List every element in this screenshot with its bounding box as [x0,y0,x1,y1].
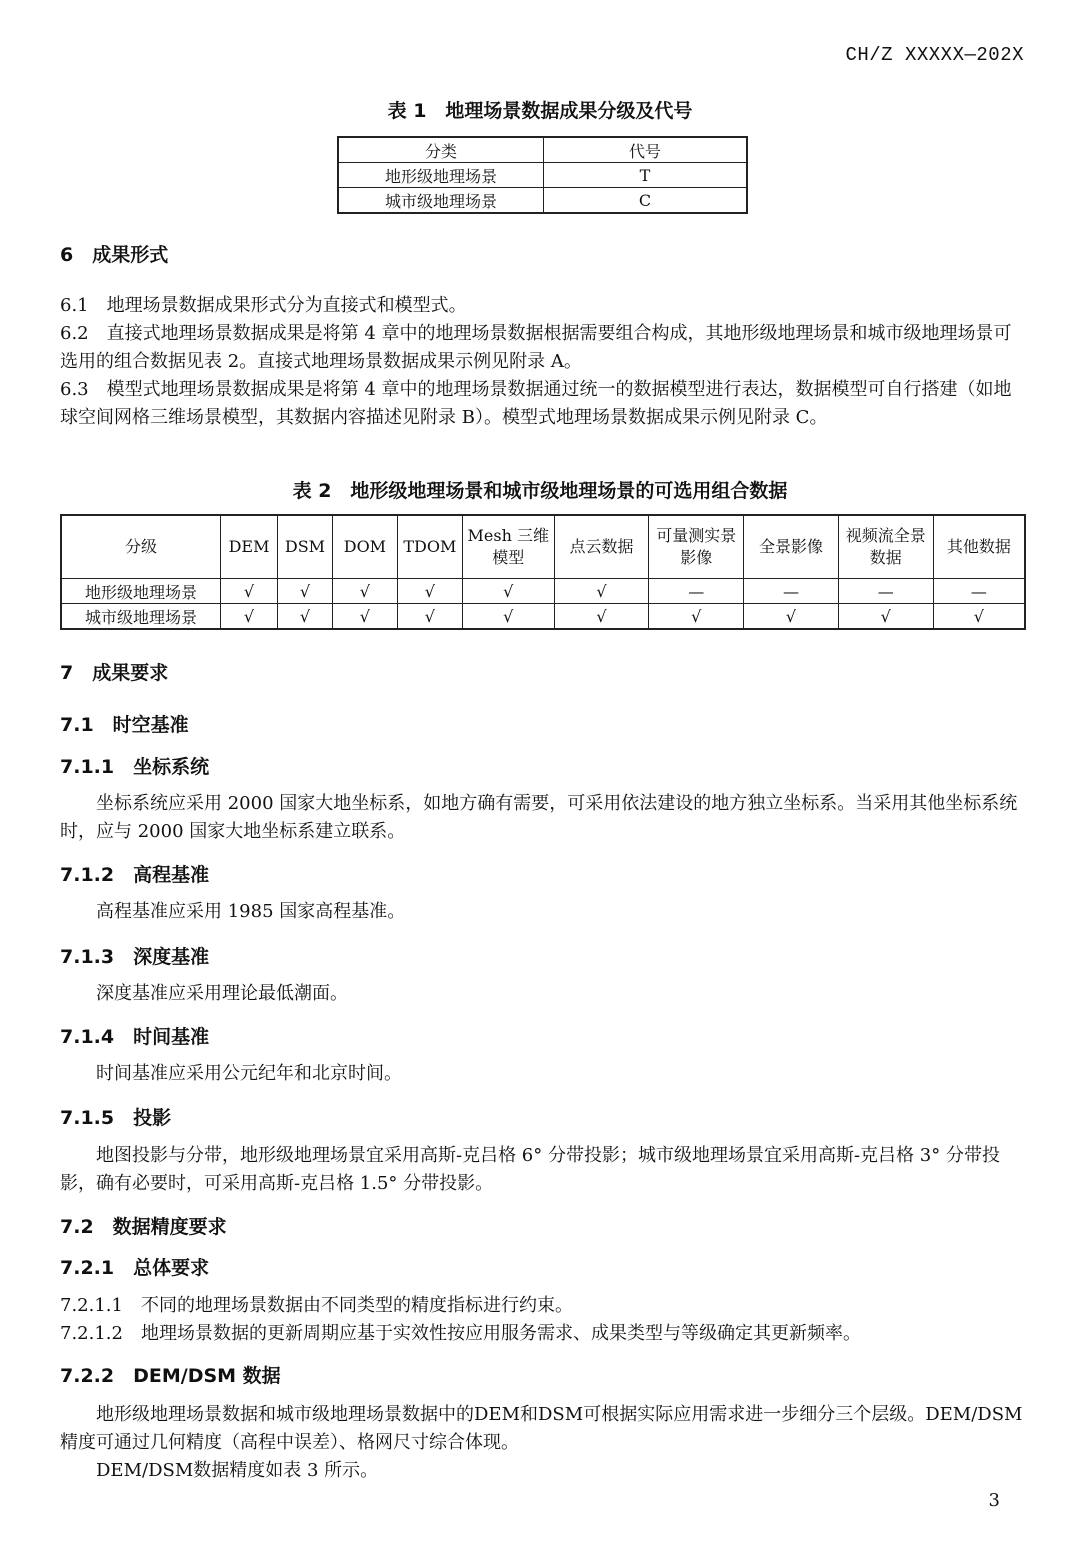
heading-7-1-5: 7.1.5 投影 [60,1107,172,1129]
table1-caption: 表 1 地理场景数据成果分级及代号 [387,100,693,122]
paragraph-7-2-2-table-ref: DEM/DSM数据精度如表 3 所示。 [96,1460,379,1481]
table-cell: √ [332,604,397,630]
paragraph-7-1-5: 地图投影与分带，地形级地理场景宜采用高斯-克吕格 6° 分带投影；城市级地理场景宜采用高斯-克吕格 3° 分带投影，确有必要时，可采用高斯-克吕格 1.5° 分带投影。 [60,1145,1000,1194]
table-row [61,604,1025,630]
paragraph-7-1-1: 坐标系统应采用 2000 国家大地坐标系，如地方确有需要，可采用依法建设的地方独立坐标系。当采用其他坐标系统时，应与 2000 国家大地坐标系建立联系。 [60,793,1018,842]
table-cell: √ [744,604,839,630]
table-cell: — [649,579,744,604]
table2 [60,514,1026,630]
table-cell: √ [462,579,554,604]
table-cell: — [744,579,839,604]
table-row [338,188,747,214]
paragraph-7-2-1-1: 7.2.1.1 不同的地理场景数据由不同类型的精度指标进行约束。 [60,1295,573,1316]
table-header-cell: 其他数据 [933,515,1025,579]
table-cell: √ [933,604,1025,630]
table-cell: √ [554,604,649,630]
table2-caption: 表 2 地形级地理场景和城市级地理场景的可选用组合数据 [292,480,788,502]
table-cell: √ [221,579,278,604]
section6-heading: 6 成果形式 [60,244,169,266]
heading-7-1-2: 7.1.2 高程基准 [60,864,210,886]
table2-header-row [61,515,1025,579]
table-header-cell: DOM [332,515,397,579]
paragraph-7-2-2: 地形级地理场景数据和城市级地理场景数据中的DEM和DSM可根据实际应用需求进一步细分三个层级。DEM/DSM精度可通过几何精度（高程中误差）、格网尺寸综合体现。 [60,1404,1023,1453]
heading-7-2-1: 7.2.1 总体要求 [60,1257,210,1279]
table-cell: — [838,579,933,604]
table-cell: — [933,579,1025,604]
heading-7-1-4: 7.1.4 时间基准 [60,1026,210,1048]
table-cell: √ [332,579,397,604]
table1 [337,136,748,214]
table1-header-row [338,137,747,163]
table-header-cell: 视频流全景数据 [838,515,933,579]
heading-7-1-3: 7.1.3 深度基准 [60,946,210,968]
table-cell: √ [649,604,744,630]
table-cell: √ [277,579,332,604]
table-cell: C [544,188,748,214]
table-cell: 地形级地理场景 [338,163,544,188]
table-header-cell: TDOM [397,515,462,579]
table-cell: 城市级地理场景 [338,188,544,214]
table-cell: √ [277,604,332,630]
table-cell: √ [554,579,649,604]
table-cell: √ [397,604,462,630]
heading-7-1-1: 7.1.1 坐标系统 [60,756,210,778]
table-cell: 城市级地理场景 [61,604,221,630]
table-header-cell: DEM [221,515,278,579]
table-header-cell: Mesh 三维模型 [462,515,554,579]
paragraph-6-3: 6.3 模型式地理场景数据成果是将第 4 章中的地理场景数据通过统一的数据模型进行表达，数据模型可自行搭建（如地球空间网格三维场景模型，其数据内容描述见附录 B）。模型式地理场景数据成果示例见附录 C。 [60,379,1012,428]
table-cell: √ [462,604,554,630]
table-header-cell: 分级 [61,515,221,579]
table-header-cell: 全景影像 [744,515,839,579]
paragraph-6-2: 6.2 直接式地理场景数据成果是将第 4 章中的地理场景数据根据需要组合构成，其地形级地理场景和城市级地理场景可选用的组合数据见表 2。直接式地理场景数据成果示例见附录 A。 [60,323,1012,372]
paragraph-7-1-4: 时间基准应采用公元纪年和北京时间。 [96,1063,402,1084]
paragraph-7-1-3: 深度基准应采用理论最低潮面。 [96,983,348,1004]
table-row [61,579,1025,604]
heading-7-2: 7.2 数据精度要求 [60,1216,227,1238]
paragraph-6-1: 6.1 地理场景数据成果形式分为直接式和模型式。 [60,295,467,316]
page-number: 3 [988,1490,1000,1511]
table-header-cell: 分类 [338,137,544,163]
paragraph-7-2-1-2: 7.2.1.2 地理场景数据的更新周期应基于实效性按应用服务需求、成果类型与等级确定其更新频率。 [60,1323,861,1344]
table-header-cell: 可量测实景影像 [649,515,744,579]
table-cell: 地形级地理场景 [61,579,221,604]
table-cell: √ [838,604,933,630]
table-header-cell: 代号 [544,137,748,163]
heading-7-2-2: 7.2.2 DEM/DSM 数据 [60,1365,281,1387]
heading-7-1: 7.1 时空基准 [60,714,189,736]
table-cell: T [544,163,748,188]
table-cell: √ [397,579,462,604]
table-row [338,163,747,188]
table-header-cell: DSM [277,515,332,579]
document-code: CH/Z XXXXX—202X [845,44,1024,66]
table-header-cell: 点云数据 [554,515,649,579]
table-cell: √ [221,604,278,630]
paragraph-7-1-2: 高程基准应采用 1985 国家高程基准。 [96,901,406,922]
section7-heading: 7 成果要求 [60,662,169,684]
